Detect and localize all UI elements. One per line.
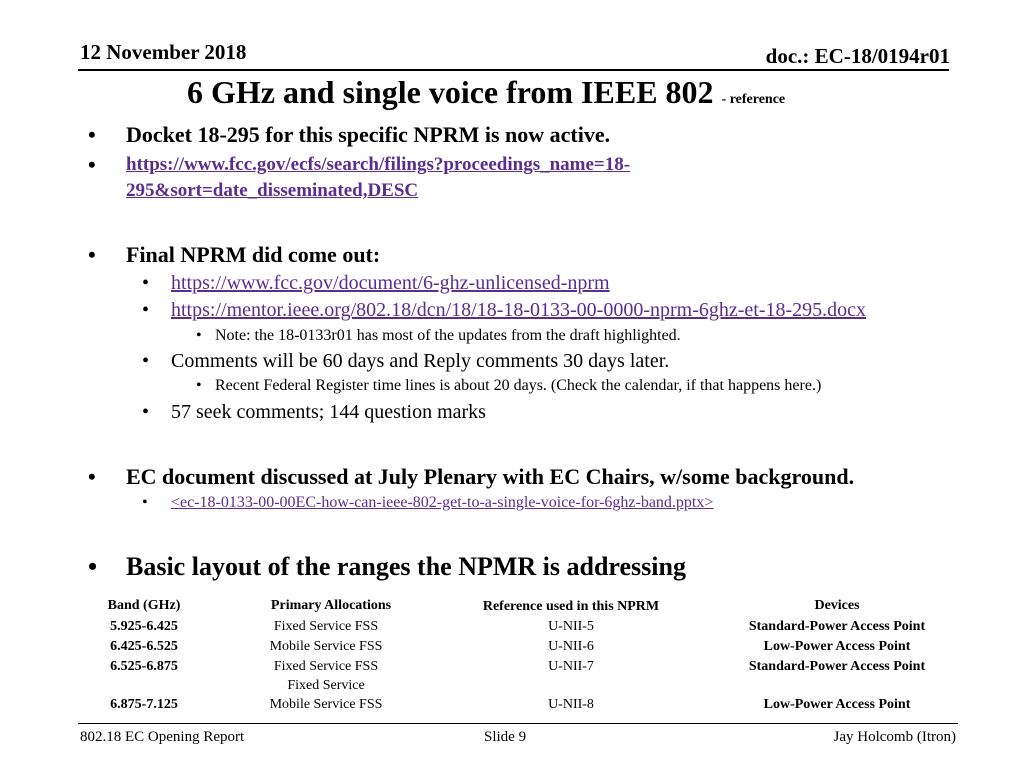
slide-title-suffix: - reference [721,92,786,107]
slide-title-text: 6 GHz and single voice from IEEE 802 [187,74,714,110]
bullet-final-nprm: Final NPRM did come out: [126,242,381,267]
header-date: 12 November 2018 [80,40,247,64]
cell-allocation: Fixed Service FSS [273,619,379,634]
footer-author: Jay Holcomb (Itron) [833,729,956,745]
cell-allocation: Mobile Service FSS [269,639,383,654]
fcc-document-link-text[interactable]: https://www.fcc.gov/document/6-ghz-unlicensed-nprm [171,272,610,294]
bullet-dot: • [88,464,96,489]
cell-allocation-line1: Fixed Service [287,678,365,693]
bullet-basic-layout: Basic layout of the ranges the NPMR is addressing [126,552,686,581]
document-id: doc.: EC-18/0194r01 [765,44,950,68]
cell-device: Standard-Power Access Point [748,659,926,674]
bullet-dot: • [142,299,150,321]
bullet-dot: • [196,327,202,344]
cell-reference: U-NII-6 [548,639,594,654]
ecfs-filings-link-cont[interactable] [126,180,418,202]
ecfs-link-line1[interactable]: https://www.fcc.gov/ecfs/search/filings?proceedings_name=18- [126,154,631,175]
bullet-ec-document: EC document discussed at July Plenary with EC Chairs, w/some background. [126,464,855,489]
footer-slide-number: Slide 9 [484,729,527,745]
ec-document-link[interactable] [171,494,713,512]
bullet-dot: • [142,350,150,372]
cell-reference: U-NII-5 [548,619,594,634]
cell-band: 5.925-6.425 [110,619,178,634]
cell-allocation-line2: Mobile Service FSS [269,697,383,712]
table-header-band: Band (GHz) [107,598,181,613]
bullet-dot: • [142,494,148,511]
ecfs-filings-link[interactable] [126,154,630,176]
bullet-comments-timeline: Comments will be 60 days and Reply comments 30 days later. [171,350,670,372]
mentor-docx-link[interactable] [171,299,866,322]
bullet-dot: • [88,552,98,581]
bullet-dot: • [142,401,150,423]
bullet-dot: • [196,377,202,394]
ec-document-link-text[interactable]: <ec-18-0133-00-00EC-how-can-ieee-802-get-to-a-single-voice-for-6ghz-band.pptx> [171,494,714,511]
ecfs-link-line2[interactable]: 295&sort=date_disseminated,DESC [126,180,419,201]
bullet-seek-comments: 57 seek comments; 144 question marks [171,401,486,423]
cell-allocation: Fixed Service FSS [273,659,379,674]
note-federal-register: Recent Federal Register time lines is about 20 days. (Check the calendar, if that happens here.) [215,377,822,394]
cell-band: 6.425-6.525 [110,639,178,654]
bullet-dot: • [88,152,96,177]
bullet-dot: • [142,272,150,294]
cell-reference: U-NII-8 [548,697,594,712]
cell-band: 6.875-7.125 [110,697,178,712]
footer-report-name: 802.18 EC Opening Report [80,729,245,745]
footer-divider [78,723,958,724]
cell-device: Standard-Power Access Point [748,619,926,634]
fcc-document-link[interactable] [171,272,610,295]
bullet-docket: Docket 18-295 for this specific NPRM is now active. [126,122,611,147]
cell-reference: U-NII-7 [548,659,594,674]
table-header-reference: Reference used in this NPRM [482,599,660,614]
table-header-allocations: Primary Allocations [270,598,392,613]
cell-band: 6.525-6.875 [110,659,178,674]
bullet-dot: • [88,242,96,267]
note-r01: Note: the 18-0133r01 has most of the updates from the draft highlighted. [215,327,681,344]
header-divider [78,69,949,71]
cell-device: Low-Power Access Point [763,639,911,654]
bullet-dot: • [88,122,96,147]
mentor-docx-link-text[interactable]: https://mentor.ieee.org/802.18/dcn/18/18-18-0133-00-0000-nprm-6ghz-et-18-295.docx [171,299,867,321]
cell-device: Low-Power Access Point [763,697,911,712]
table-header-devices: Devices [814,598,860,613]
slide-title [187,74,785,111]
